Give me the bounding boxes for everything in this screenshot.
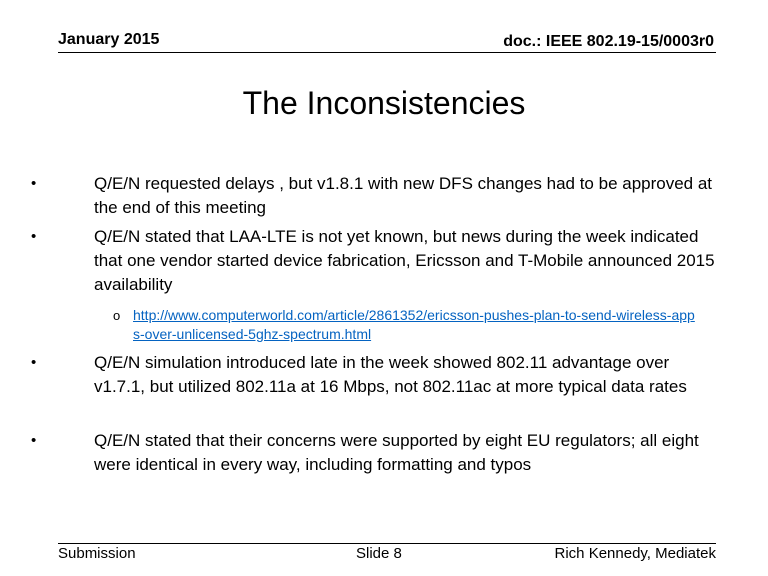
bullet-text: Q/E/N stated that their concerns were supported by eight EU regulators; all eight were identical in every way, including formatting and typos: [94, 431, 699, 474]
bullet-marker: •: [31, 432, 37, 449]
footer-author: Rich Kennedy, Mediatek: [554, 545, 716, 562]
bullet-text: Q/E/N stated that LAA-LTE is not yet known, but news during the week indicated that one vendor started device fabrication, Ericsson and T-Mobile announced 2015 availability: [94, 227, 715, 294]
bullet-marker: •: [31, 175, 37, 192]
footer-divider: [58, 543, 716, 544]
bullet-text: Q/E/N simulation introduced late in the week showed 802.11 advantage over v1.7.1, but utilized 802.11a at 16 Mbps, not 802.11ac at more typical data rates: [94, 353, 687, 396]
footer-slide-number: Slide 8: [356, 545, 402, 562]
footer-submission: Submission: [58, 545, 136, 562]
slide-title: The Inconsistencies: [242, 85, 526, 121]
sub-bullet-marker: o: [113, 308, 121, 323]
bullet-text: Q/E/N requested delays , but v1.8.1 with new DFS changes had to be approved at the end of this meeting: [94, 174, 713, 217]
header-date: January 2015: [58, 31, 160, 48]
bullet-marker: •: [31, 228, 37, 245]
header-doc-id: doc.: IEEE 802.19-15/0003r0: [503, 33, 714, 50]
article-link[interactable]: http://www.computerworld.com/article/2861352/ericsson-pushes-plan-to-send-wireless-apps-over-unlicensed-5ghz-spectrum.html: [133, 307, 695, 342]
header-divider: [58, 52, 716, 53]
bullet-marker: •: [31, 354, 37, 371]
